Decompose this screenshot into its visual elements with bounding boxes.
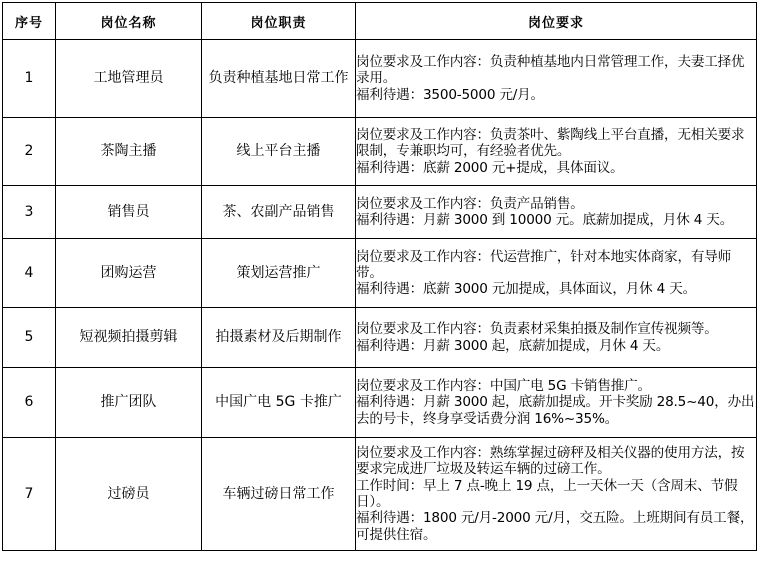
requirement-line: 岗位要求及工作内容：熟练掌握过磅秤及相关仪器的使用方法，按要求完成进厂垃圾及转运车辆的过磅工作。: [356, 445, 745, 478]
requirement-line: 福利待遇：月薪 3000 起，底薪加提成。开卡奖励 28.5~40，办出去的号卡，终身享受话费分润 16%~35%。: [356, 394, 755, 427]
row-seq: 4: [3, 239, 56, 308]
row-seq: 7: [3, 438, 56, 551]
requirement-line: 福利待遇：月薪 3000 起，底薪加提成，月休 4 天。: [356, 337, 670, 354]
row-requirements: [356, 40, 757, 118]
row-duty: 茶、农副产品销售: [202, 186, 356, 239]
requirement-line: 岗位要求及工作内容：代运营推广，针对本地实体商家，有导师带。: [356, 248, 732, 281]
row-position-name: 短视频拍摄剪辑: [56, 308, 202, 368]
row-position-name: 销售员: [56, 186, 202, 239]
row-position-name: 团购运营: [56, 239, 202, 308]
row-requirements: [356, 239, 757, 308]
row-duty: 负责种植基地日常工作: [202, 40, 356, 118]
row-position-name: 茶陶主播: [56, 118, 202, 186]
requirement-line: 岗位要求及工作内容：中国广电 5G 卡销售推广。: [356, 378, 651, 395]
table-row: [3, 40, 757, 118]
requirement-line: 岗位要求及工作内容：负责素材采集拍摄及制作宣传视频等。: [356, 321, 718, 338]
row-duty: 车辆过磅日常工作: [202, 438, 356, 551]
requirement-line: 福利待遇：月薪 3000 到 10000 元。底薪加提成，月休 4 天。: [356, 212, 734, 228]
row-position-name: 工地管理员: [56, 40, 202, 118]
row-requirements: [356, 308, 757, 368]
row-duty: 策划运营推广: [202, 239, 356, 308]
header-row: [3, 3, 757, 40]
header-seq: 序号: [3, 3, 56, 40]
table-row: [3, 118, 757, 186]
table-row: [3, 186, 757, 239]
row-position-name: 过磅员: [56, 438, 202, 551]
header-requirements: 岗位要求: [356, 3, 757, 40]
table-row: [3, 438, 757, 551]
job-positions-table: [2, 2, 757, 551]
table-row: [3, 368, 757, 438]
row-duty: 线上平台主播: [202, 118, 356, 186]
row-position-name: 推广团队: [56, 368, 202, 438]
requirement-line: 福利待遇：底薪 2000 元+提成，具体面议。: [356, 159, 624, 176]
row-seq: 5: [3, 308, 56, 368]
requirement-line: 福利待遇：3500-5000 元/月。: [356, 86, 544, 103]
row-duty: 拍摄素材及后期制作: [202, 308, 356, 368]
row-duty: 中国广电 5G 卡推广: [202, 368, 356, 438]
requirement-line: 岗位要求及工作内容：负责产品销售。: [356, 195, 584, 212]
row-requirements: [356, 118, 757, 186]
row-requirements: [356, 438, 757, 551]
row-requirements: [356, 368, 757, 438]
requirement-line: 工作时间：早上 7 点-晚上 19 点，上一天休一天（含周末、节假日）。: [356, 477, 738, 510]
row-seq: 1: [3, 40, 56, 118]
row-seq: 3: [3, 186, 56, 239]
table-row: [3, 239, 757, 308]
requirement-line: 岗位要求及工作内容：负责种植基地内日常管理工作，夫妻工择优录用。: [356, 54, 745, 87]
header-duty: 岗位职责: [202, 3, 356, 40]
requirement-line: 福利待遇：1800 元/月-2000 元/月，交五险。上班期间有员工餐，可提供住宿。: [356, 510, 754, 543]
row-requirements: [356, 186, 757, 239]
header-name: 岗位名称: [56, 3, 202, 40]
table-row: [3, 308, 757, 368]
row-seq: 2: [3, 118, 56, 186]
row-seq: 6: [3, 368, 56, 438]
requirement-line: 福利待遇：底薪 3000 元加提成，具体面议，月休 4 天。: [356, 281, 696, 298]
requirement-line: 岗位要求及工作内容：负责茶叶、紫陶线上平台直播，无相关要求限制，专兼职均可，有经验者优先。: [356, 127, 745, 160]
